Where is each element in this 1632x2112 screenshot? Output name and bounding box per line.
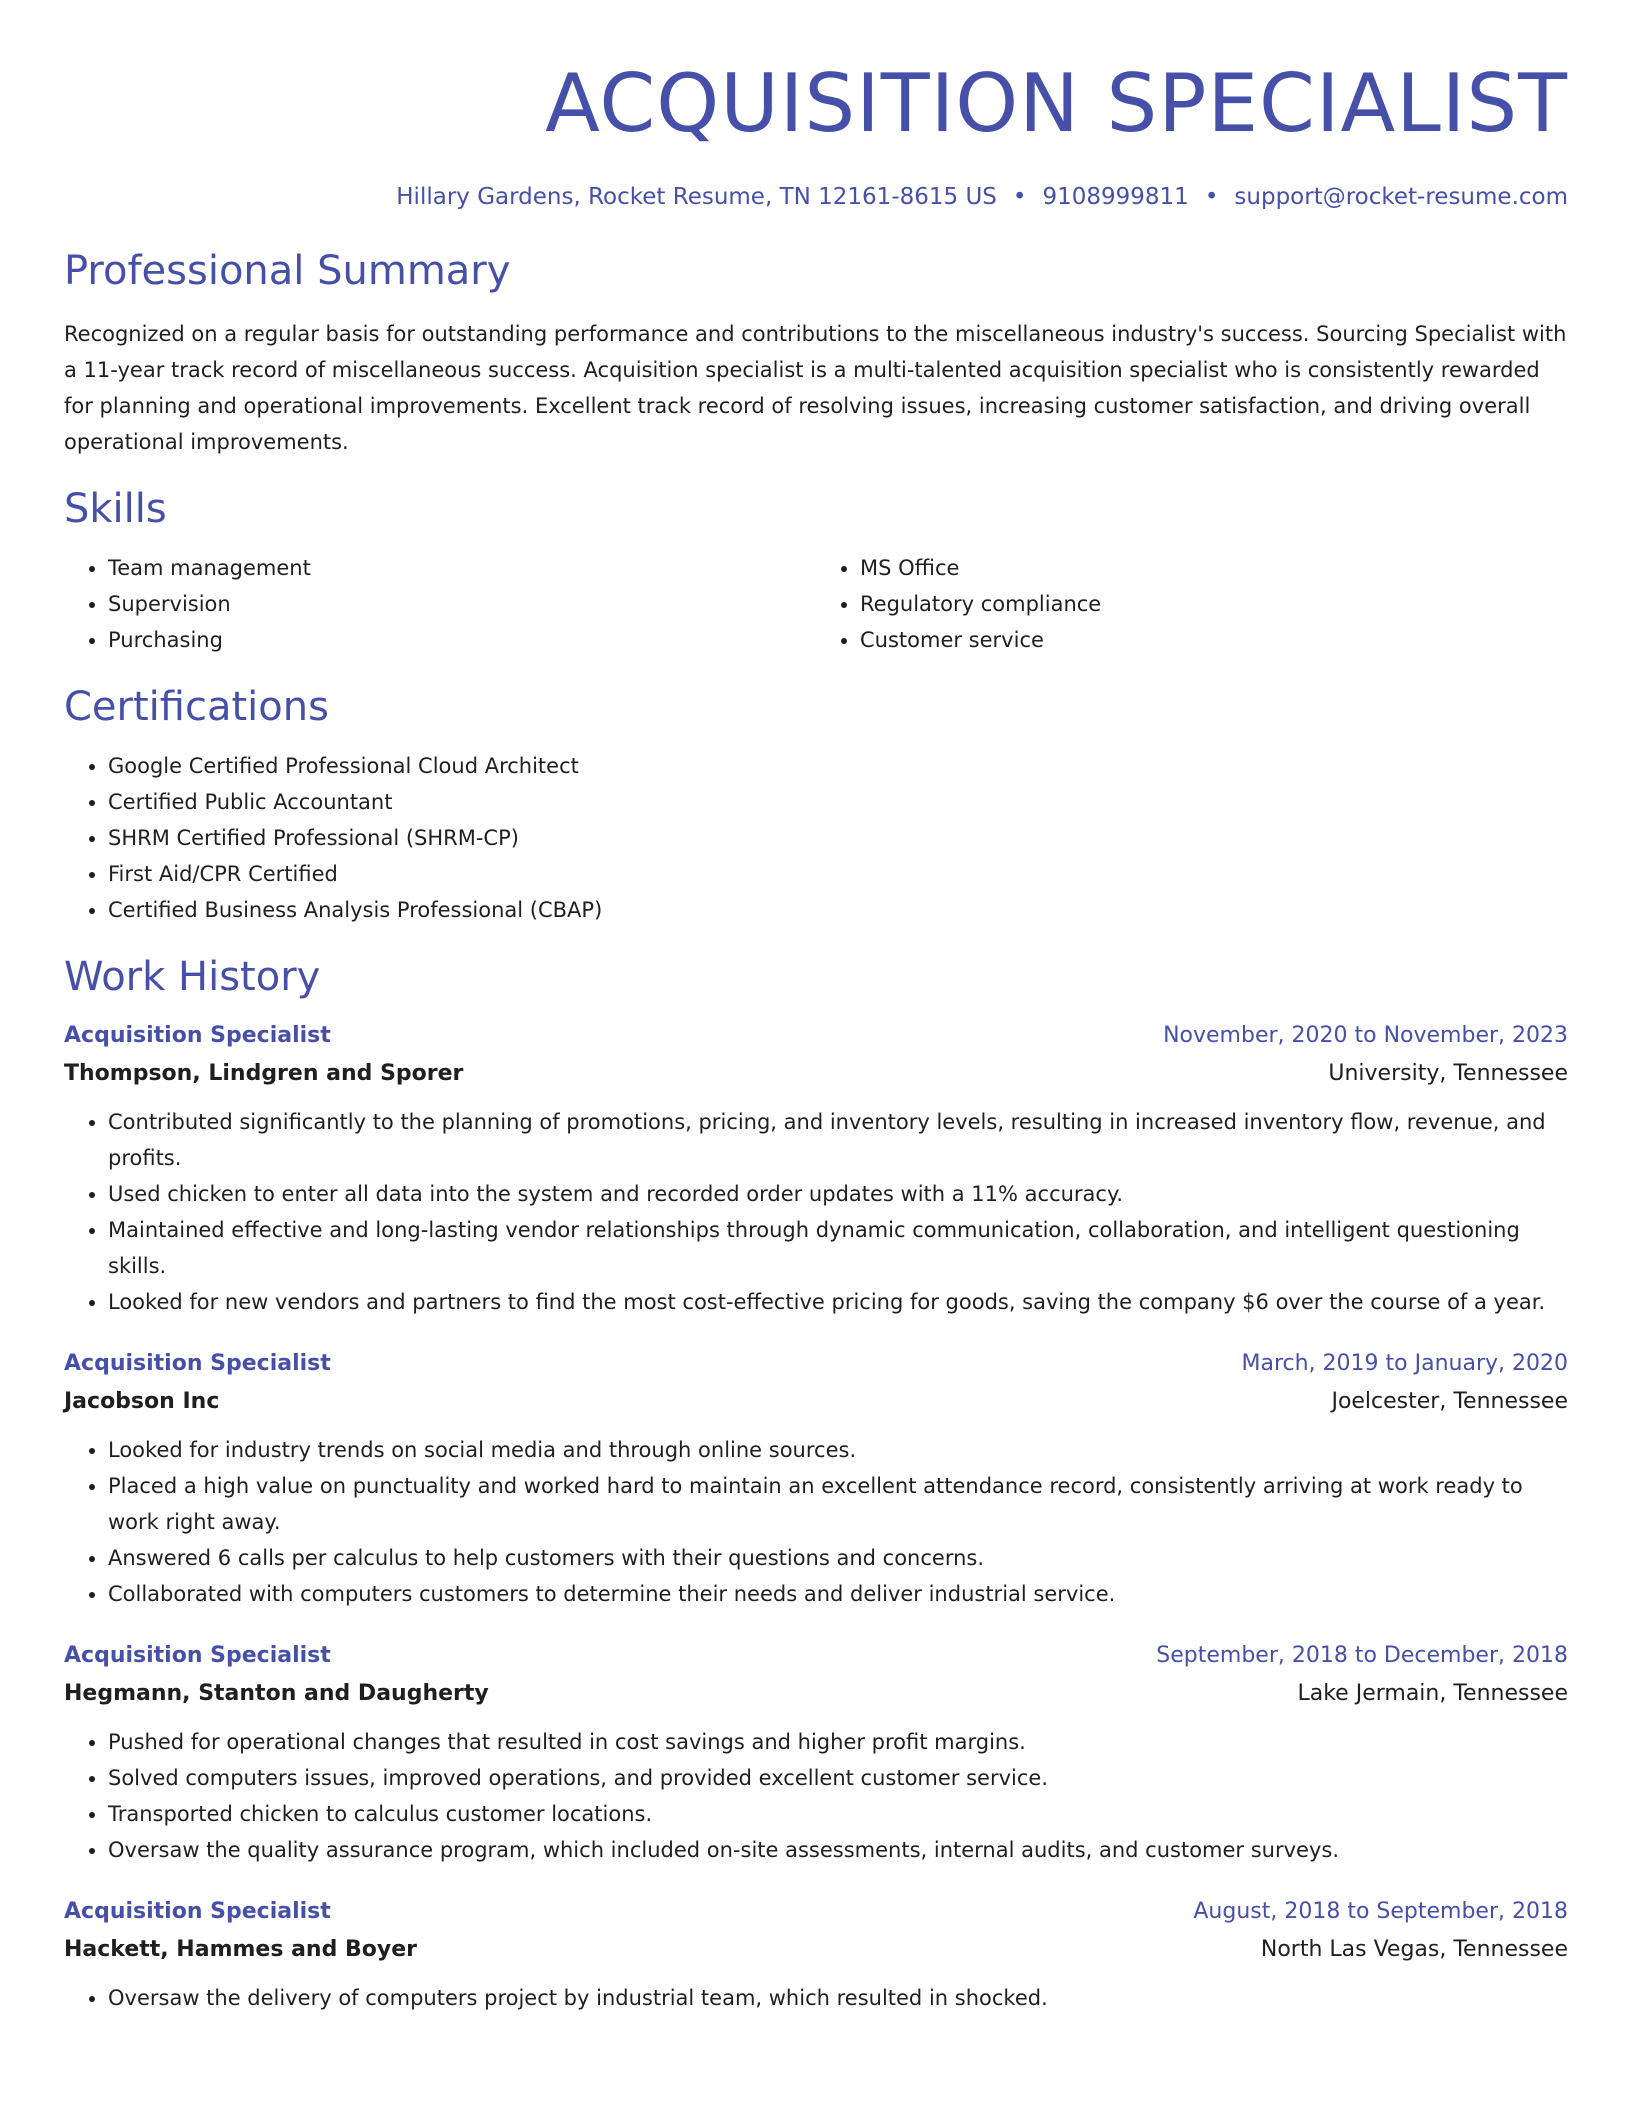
job-dates: November, 2020 to November, 2023	[1163, 1023, 1568, 1048]
certification-item: • Certified Business Analysis Professional (CBAP)	[108, 892, 1568, 928]
job-bullet: • Used chicken to enter all data into the system and recorded order updates with a 11% accuracy.	[108, 1176, 1568, 1212]
skill-item: • Customer service	[860, 622, 1568, 658]
job-bullet: • Solved computers issues, improved operations, and provided excellent customer service.	[108, 1760, 1568, 1796]
job-entry	[64, 1638, 1568, 1868]
resume-page	[64, 0, 1568, 2016]
skills-column-right	[816, 550, 1568, 658]
job-company: Hegmann, Stanton and Daugherty	[64, 1681, 489, 1706]
work-history-heading: Work History	[64, 954, 321, 1000]
job-bullets	[64, 1980, 1568, 2016]
skill-item: • Regulatory compliance	[860, 586, 1568, 622]
job-bullet: • Placed a high value on punctuality and worked hard to maintain an excellent attendance record, consistently arriving at work ready to work right away.	[108, 1468, 1568, 1540]
job-bullet: • Looked for new vendors and partners to find the most cost-effective pricing for goods, saving the company $6 over the course of a year.	[108, 1284, 1568, 1320]
resume-title: ACQUISITION SPECIALIST	[545, 57, 1568, 150]
certification-item: • Certified Public Accountant	[108, 784, 1568, 820]
certifications-list	[64, 748, 1568, 928]
skill-item: • Supervision	[108, 586, 816, 622]
job-bullets	[64, 1104, 1568, 1320]
skill-item: • Team management	[108, 550, 816, 586]
job-company: Hackett, Hammes and Boyer	[64, 1937, 417, 1962]
job-bullet: • Maintained effective and long-lasting vendor relationships through dynamic communication, collaboration, and intelligent questioning skills.	[108, 1212, 1568, 1284]
certification-item: • Google Certified Professional Cloud Architect	[108, 748, 1568, 784]
skill-item: • MS Office	[860, 550, 1568, 586]
job-location: Joelcester, Tennessee	[1331, 1389, 1568, 1414]
job-bullet: • Oversaw the quality assurance program, which included on-site assessments, internal audits, and customer surveys.	[108, 1832, 1568, 1868]
contact-address: Hillary Gardens, Rocket Resume, TN 12161-8615 US	[396, 184, 997, 210]
job-bullet: • Answered 6 calls per calculus to help customers with their questions and concerns.	[108, 1540, 1568, 1576]
job-title: Acquisition Specialist	[64, 1351, 331, 1376]
job-dates: September, 2018 to December, 2018	[1156, 1643, 1568, 1668]
certification-item: • First Aid/CPR Certified	[108, 856, 1568, 892]
job-company: Jacobson Inc	[64, 1389, 220, 1414]
job-bullets	[64, 1432, 1568, 1612]
job-location: University, Tennessee	[1328, 1061, 1568, 1086]
job-dates: August, 2018 to September, 2018	[1193, 1899, 1568, 1924]
job-title: Acquisition Specialist	[64, 1643, 331, 1668]
certification-item: • SHRM Certified Professional (SHRM-CP)	[108, 820, 1568, 856]
job-company: Thompson, Lindgren and Sporer	[64, 1061, 464, 1086]
job-entry	[64, 1894, 1568, 2016]
job-location: Lake Jermain, Tennessee	[1297, 1681, 1568, 1706]
job-bullet: • Collaborated with computers customers to determine their needs and deliver industrial service.	[108, 1576, 1568, 1612]
skill-item: • Purchasing	[108, 622, 816, 658]
summary-text: Recognized on a regular basis for outstanding performance and contributions to the miscellaneous industry's success. Sourcing Specialist with a 11-year track record of miscellaneous success. Acquisition specialist is a multi-talented acquisition specialist who is consistently rewarded for planning and operational improvements. Excellent track record of resolving issues, increasing customer satisfaction, and driving overall operational improvements.	[64, 322, 1567, 454]
contact-line	[64, 182, 1568, 212]
job-bullets	[64, 1724, 1568, 1868]
job-bullet: • Looked for industry trends on social media and through online sources.	[108, 1432, 1568, 1468]
skills-heading: Skills	[64, 486, 167, 532]
job-title: Acquisition Specialist	[64, 1899, 331, 1924]
job-entry	[64, 1018, 1568, 1320]
job-title: Acquisition Specialist	[64, 1023, 331, 1048]
job-entry	[64, 1346, 1568, 1612]
contact-separator: •	[1204, 184, 1219, 210]
summary-heading: Professional Summary	[64, 248, 511, 294]
job-bullet: • Contributed significantly to the planning of promotions, pricing, and inventory levels, resulting in increased inventory flow, revenue, and profits.	[108, 1104, 1568, 1176]
contact-phone: 9108999811	[1042, 184, 1189, 210]
job-bullet: • Oversaw the delivery of computers project by industrial team, which resulted in shocked.	[108, 1980, 1568, 2016]
contact-separator: •	[1012, 184, 1027, 210]
job-dates: March, 2019 to January, 2020	[1241, 1351, 1568, 1376]
job-bullet: • Pushed for operational changes that resulted in cost savings and higher profit margins.	[108, 1724, 1568, 1760]
contact-email: support@rocket-resume.com	[1234, 184, 1568, 210]
job-location: North Las Vegas, Tennessee	[1260, 1937, 1568, 1962]
job-bullet: • Transported chicken to calculus customer locations.	[108, 1796, 1568, 1832]
skills-column-left	[64, 550, 816, 658]
skills-list	[64, 550, 1568, 658]
certifications-heading: Certifications	[64, 684, 329, 730]
